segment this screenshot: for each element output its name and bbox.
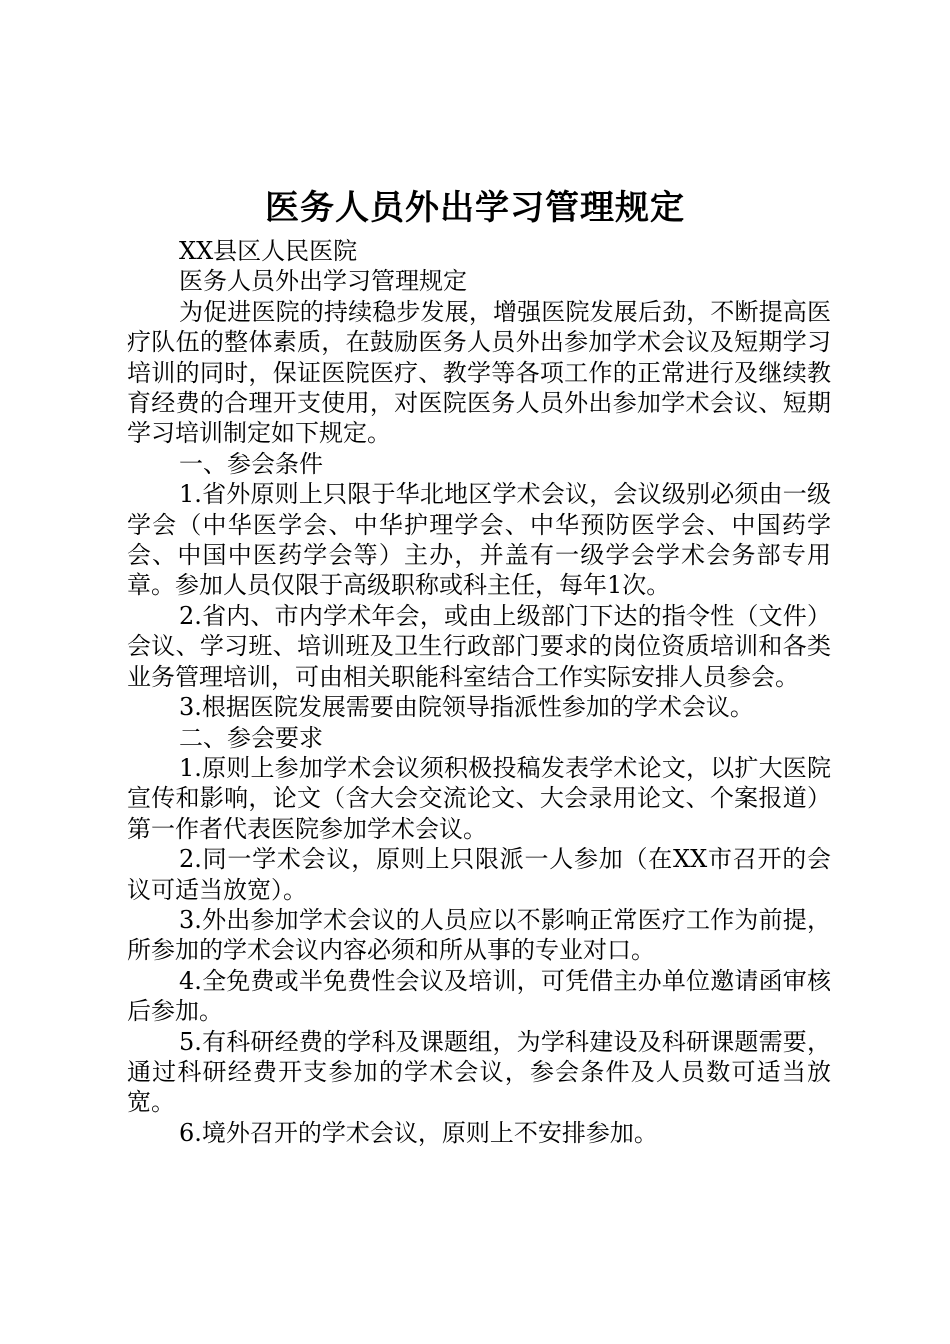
requirement-item-1: 1.原则上参加学术会议须积极投稿发表学术论文，以扩大医院宣传和影响，论文（含大会交流论文、大会录用论文、个案报道）第一作者代表医院参加学术会议。 <box>127 753 831 843</box>
requirement-item-2: 2.同一学术会议，原则上只限派一人参加（在XX市召开的会议可适当放宽）。 <box>127 845 831 904</box>
condition-item-3: 3.根据医院发展需要由院领导指派性参加的学术会议。 <box>179 693 754 722</box>
document-body <box>127 236 831 1148</box>
condition-item-1: 1.省外原则上只限于华北地区学术会议，会议级别必须由一级学会（中华医学会、中华护理学会、中华预防医学会、中国药学会、中国中医药学会等）主办，并盖有一级学会学术会务部专用章。参加人员仅限于高级职称或科主任，每年1次。 <box>127 480 831 600</box>
requirement-item-6: 6.境外召开的学术会议，原则上不安排参加。 <box>179 1118 658 1147</box>
document-title: 医务人员外出学习管理规定 <box>265 188 685 228</box>
requirement-item-5: 5.有科研经费的学科及课题组，为学科建设及科研课题需要，通过科研经费开支参加的学术会议，参会条件及人员数可适当放宽。 <box>127 1027 831 1117</box>
hospital-name: XX县区人民医院 <box>179 237 358 265</box>
section-heading-conditions: 一、参会条件 <box>179 449 323 478</box>
intro-paragraph: 为促进医院的持续稳步发展，增强医院发展后劲，不断提高医疗队伍的整体素质，在鼓励医务人员外出参加学术会议及短期学习培训的同时，保证医院医疗、教学等各项工作的正常进行及继续教育经费的合理开支使用，对医院医务人员外出参加学术会议、短期学习培训制定如下规定。 <box>127 297 831 448</box>
requirement-item-3: 3.外出参加学术会议的人员应以不影响正常医疗工作为前提，所参加的学术会议内容必须和所从事的专业对口。 <box>127 905 831 965</box>
document-subtitle: 医务人员外出学习管理规定 <box>179 267 467 296</box>
condition-item-2: 2.省内、市内学术年会，或由上级部门下达的指令性（文件）会议、学习班、培训班及卫生行政部门要求的岗位资质培训和各类业务管理培训，可由相关职能科室结合工作实际安排人员参会。 <box>127 601 831 691</box>
section-heading-requirements: 二、参会要求 <box>179 723 323 752</box>
requirement-item-4: 4.全免费或半免费性会议及培训，可凭借主办单位邀请函审核后参加。 <box>127 966 831 1026</box>
